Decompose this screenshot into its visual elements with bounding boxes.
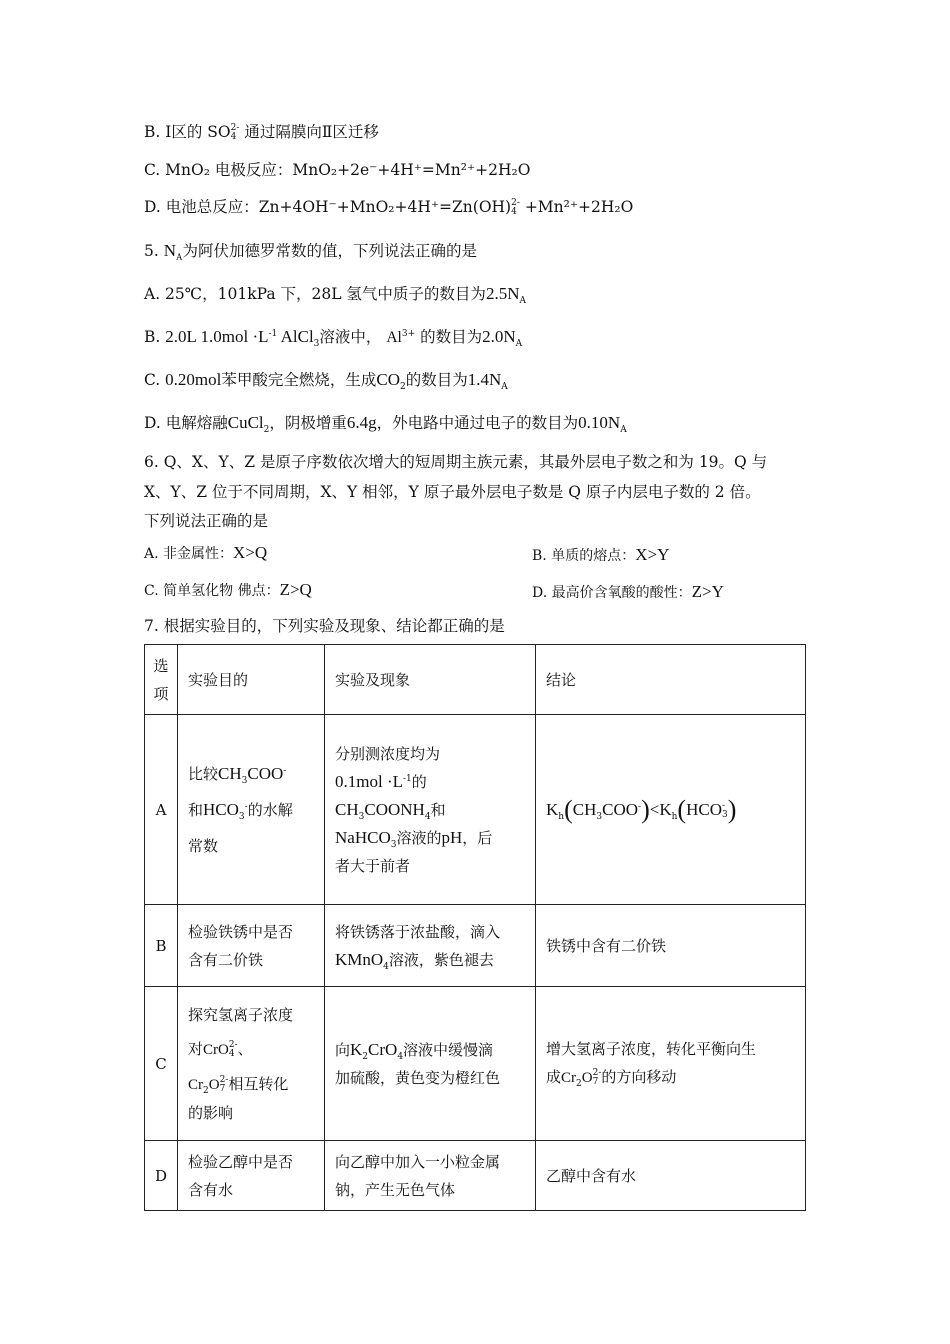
q6-option-d: D. 最高价含氧酸的酸性：Z>Y	[532, 582, 724, 601]
q6-option-b: B. 单质的熔点：X>Y	[532, 545, 670, 564]
q5-option-c: C. 0.20mol苯甲酸完全燃烧，生成$CO_2$的数目为$1.4N_A$	[144, 370, 508, 393]
q4-option-c: C. MnO₂ 电极反应：MnO₂+2e⁻+4H⁺=Mn²⁺+2H₂O	[144, 161, 531, 179]
q7-stem: 7. 根据实验目的，下列实验及现象、结论都正确的是	[144, 617, 505, 635]
table-row	[145, 987, 806, 1141]
q6-option-c: C. 简单氢化物 佛点：Z>Q	[144, 580, 312, 599]
q6-stem-line3: 下列说法正确的是	[144, 512, 269, 530]
header-conclusion: 结论	[536, 645, 806, 715]
q6-option-a: A. 非金属性：X>Q	[144, 543, 268, 562]
row-conclusion: $K_h(CH_3COO^-)<K_h(HCO$ - 3 )	[536, 715, 806, 905]
row-option: A	[145, 715, 178, 905]
header-phenomenon: 实验及现象	[325, 645, 536, 715]
row-conclusion: 铁锈中含有二价铁	[536, 905, 806, 987]
row-purpose: 检验铁锈中是否 含有二价铁	[178, 905, 325, 987]
table-row	[145, 715, 806, 905]
row-purpose: 检验乙醇中是否 含有水	[178, 1141, 325, 1211]
experiment-table	[144, 644, 806, 1211]
row-phenomenon: 向$K_2CrO_4$溶液中缓慢滴 加硫酸，黄色变为橙红色	[325, 987, 536, 1141]
q4-option-b: B. Ⅰ区的 SO 2- 4 通过隔膜向Ⅱ区迁移	[144, 123, 379, 142]
table-header-row	[145, 645, 806, 715]
q6-stem-line2: X、Y、Z 位于不同周期，X、Y 相邻，Y 原子最外层电子数是 Q 原子内层电子数的 2 倍。	[144, 483, 761, 501]
row-phenomenon: 分别测浓度均为 $0.1mol \cdot L^{-1}$的 $CH_3COONH_4$和 NaHCO$_3$溶液的pH，后 者大于前者	[325, 715, 536, 905]
row-phenomenon: 向乙醇中加入一小粒金属 钠，产生无色气体	[325, 1141, 536, 1211]
q5-stem: 5. $N_A$为阿伏加德罗常数的值，下列说法正确的是	[144, 241, 478, 263]
row-conclusion: 乙醇中含有水	[536, 1141, 806, 1211]
row-purpose: 探究氢离子浓度 对CrO 2- 4 、 $Cr_2O$ 2- 7 相互转化 的影响	[178, 987, 325, 1141]
q5-option-d: D. 电解熔融CuCl$_2$，阴极增重6.4g，外电路中通过电子的数目为$0.10N_A$	[144, 413, 627, 436]
header-purpose: 实验目的	[178, 645, 325, 715]
header-option: 选项	[145, 645, 178, 715]
q6-stem-line1: 6. Q、X、Y、Z 是原子序数依次增大的短周期主族元素，其最外层电子数之和为 19。Q 与	[144, 453, 768, 471]
row-option: D	[145, 1141, 178, 1211]
row-conclusion: 增大氢离子浓度，转化平衡向生 成$Cr_2O$ 2- 7 的方向移动	[536, 987, 806, 1141]
row-phenomenon: 将铁锈落于浓盐酸，滴入 KMnO$_4$溶液，紫色褪去	[325, 905, 536, 987]
row-option: B	[145, 905, 178, 987]
row-purpose: 比较$CH_3COO^-$ 和$HCO_3^-$的水解 常数	[178, 715, 325, 905]
q4-option-d: D. 电池总反应：Zn+4OH⁻+MnO₂+4H⁺=Zn(OH) 2- 4 +Mn²⁺+2H₂O	[144, 198, 634, 217]
table-row	[145, 905, 806, 987]
table-row	[145, 1141, 806, 1211]
q5-option-a: A. 25℃，101kPa 下，28L 氢气中质子的数目为$2.5N_A$	[144, 284, 526, 307]
q5-option-b: B. 2.0L $1.0mol \cdot L^{-1}$ AlCl$_3$溶液中， $Al^{3+}$ 的数目为$2.0N_A$	[144, 327, 523, 350]
row-option: C	[145, 987, 178, 1141]
